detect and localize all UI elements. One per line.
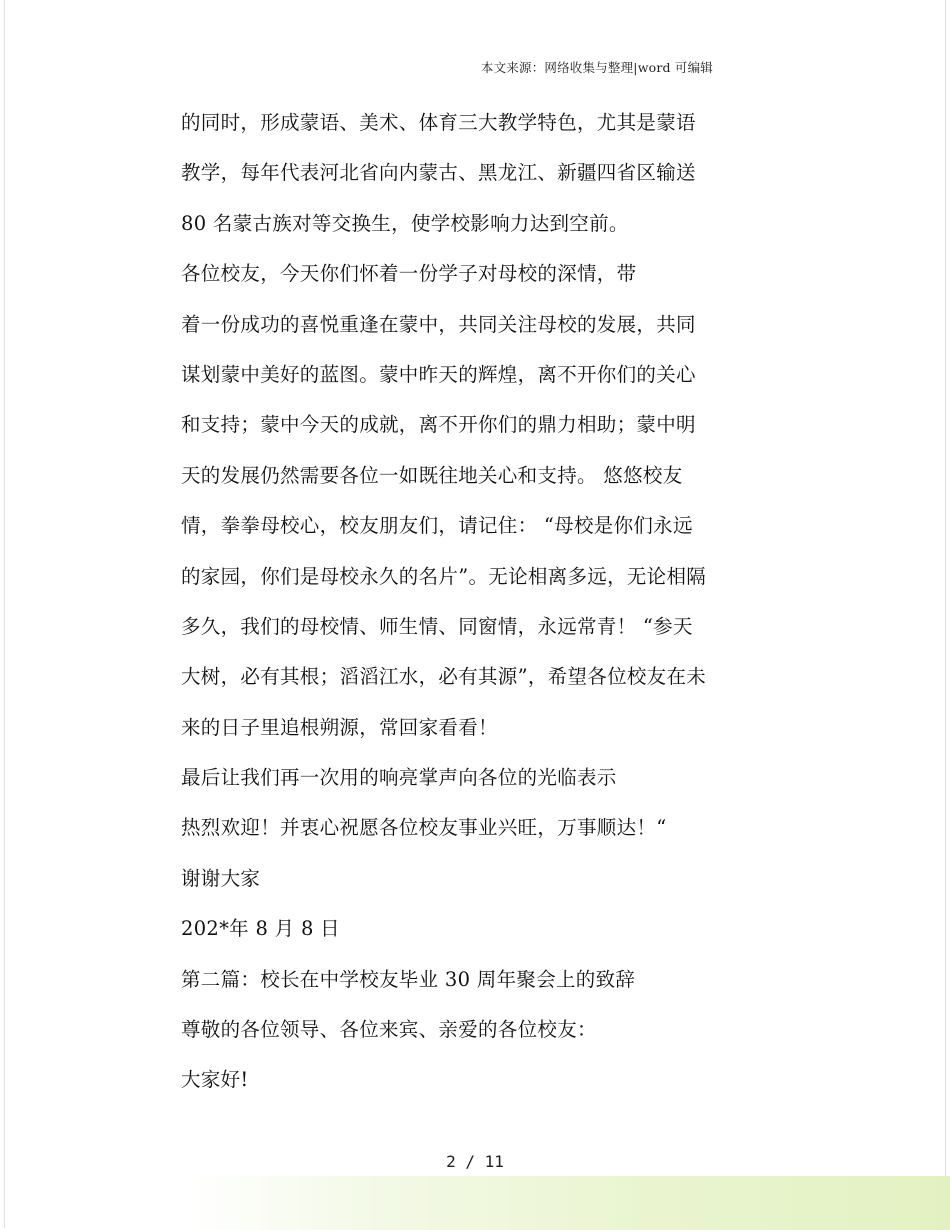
body-line: 和支持；蒙中今天的成就，离不开你们的鼎力相助；蒙中明	[181, 413, 696, 437]
body-line: 的家园，你们是母校永久的名片”。无论相离多远，无论相隔	[181, 564, 707, 588]
body-line: 热烈欢迎！并衷心祝愿各位校友事业兴旺，万事顺达！“	[181, 816, 667, 840]
body-line: 大树，必有其根；滔滔江水，必有其源”，希望各位校友在未	[181, 665, 707, 689]
body-line: 教学，每年代表河北省向内蒙古、黑龙江、新疆四省区输送	[181, 161, 696, 185]
body-line: 80 名蒙古族对等交换生，使学校影响力达到空前。	[181, 211, 629, 235]
header-source-text: 本文来源：网络收集与整理|word 可编辑	[480, 60, 713, 75]
page-indicator: 2 / 11	[446, 1152, 504, 1171]
body-line: 最后让我们再一次用的响亮掌声向各位的光临表示	[181, 766, 617, 790]
body-line: 多久，我们的母校情、师生情、同窗情，永远常青！ “参天	[181, 614, 693, 638]
body-line: 各位校友，今天你们怀着一份学子对母校的深情，带	[181, 262, 637, 286]
body-line: 谋划蒙中美好的蓝图。蒙中昨天的辉煌，离不开你们的关心	[181, 362, 696, 386]
document-body	[181, 105, 741, 1113]
section-heading: 第二篇：校长在中学校友毕业 30 周年聚会上的致辞	[181, 967, 636, 991]
greeting-line: 大家好!	[181, 1068, 249, 1092]
body-line: 的同时，形成蒙语、美术、体育三大教学特色，尤其是蒙语	[181, 111, 696, 134]
body-line: 着一份成功的喜悦重逢在蒙中，共同关注母校的发展，共同	[181, 312, 696, 336]
bottom-decorative-band	[190, 1176, 950, 1230]
date-line: 202*年 8 月 8 日	[181, 917, 340, 941]
body-line: 情，拳拳母校心，校友朋友们，请记住： “母校是你们永远	[181, 514, 693, 538]
body-line: 天的发展仍然需要各位一如既往地关心和支持。 悠悠校友	[181, 463, 683, 487]
body-line: 谢谢大家	[181, 866, 261, 890]
salutation-line: 尊敬的各位领导、各位来宾、亲爱的各位校友：	[181, 1018, 597, 1042]
body-line: 来的日子里追根朔源，常回家看看！	[181, 715, 498, 739]
